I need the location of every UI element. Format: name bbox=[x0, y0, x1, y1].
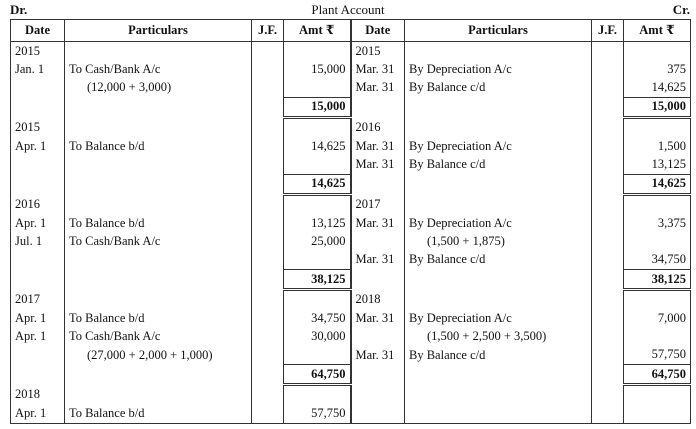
jf-left-cell bbox=[252, 405, 284, 424]
particulars-right-cell: By Balance c/d bbox=[405, 155, 592, 174]
amount-right-cell: 7,000 bbox=[624, 309, 691, 327]
particulars-left-cell: To Balance b/d bbox=[65, 137, 252, 155]
jf-left-cell bbox=[252, 232, 284, 250]
date-left-cell bbox=[11, 174, 65, 194]
jf-left-cell bbox=[252, 385, 284, 405]
col-header-particulars-left: Particulars bbox=[65, 20, 252, 42]
table-row bbox=[11, 137, 691, 155]
amount-left-cell bbox=[284, 42, 351, 61]
jf-right-cell bbox=[592, 194, 624, 214]
particulars-right-cell: (1,500 + 1,875) bbox=[405, 232, 592, 250]
jf-right-cell bbox=[592, 309, 624, 327]
particulars-left-cell bbox=[65, 269, 252, 289]
date-left-cell bbox=[11, 269, 65, 289]
jf-right-cell bbox=[592, 174, 624, 194]
date-left-cell: Apr. 1 bbox=[11, 328, 65, 346]
particulars-right-cell bbox=[405, 117, 592, 137]
amount-right-cell: 57,750 bbox=[624, 346, 691, 365]
particulars-left-cell: (27,000 + 2,000 + 1,000) bbox=[65, 346, 252, 365]
header-row bbox=[11, 20, 691, 42]
particulars-right-cell: (1,500 + 2,500 + 3,500) bbox=[405, 328, 592, 346]
particulars-right-cell bbox=[405, 174, 592, 194]
particulars-left-cell bbox=[65, 42, 252, 61]
jf-left-cell bbox=[252, 78, 284, 97]
table-row bbox=[11, 232, 691, 250]
amount-left-cell bbox=[284, 346, 351, 365]
date-left-cell bbox=[11, 97, 65, 117]
ledger-header bbox=[0, 2, 696, 18]
col-header-date-right: Date bbox=[351, 20, 405, 42]
jf-right-cell bbox=[592, 328, 624, 346]
jf-right-cell bbox=[592, 155, 624, 174]
table-row bbox=[11, 42, 691, 61]
date-right-cell bbox=[351, 385, 405, 405]
date-left-cell: Jan. 1 bbox=[11, 60, 65, 78]
date-right-cell: 2018 bbox=[351, 290, 405, 310]
date-left-cell bbox=[11, 251, 65, 270]
table-row bbox=[11, 309, 691, 327]
jf-left-cell bbox=[252, 60, 284, 78]
jf-right-cell bbox=[592, 290, 624, 310]
amount-left-cell bbox=[284, 290, 351, 310]
amount-left-cell: 15,000 bbox=[284, 97, 351, 117]
particulars-right-cell bbox=[405, 269, 592, 289]
date-left-cell: 2015 bbox=[11, 117, 65, 137]
table-row bbox=[11, 117, 691, 137]
particulars-left-cell: To Balance b/d bbox=[65, 214, 252, 232]
jf-right-cell bbox=[592, 78, 624, 97]
particulars-left-cell bbox=[65, 385, 252, 405]
jf-left-cell bbox=[252, 346, 284, 365]
particulars-right-cell: By Balance c/d bbox=[405, 251, 592, 270]
date-right-cell: Mar. 31 bbox=[351, 214, 405, 232]
particulars-left-cell bbox=[65, 155, 252, 174]
amount-left-cell: 15,000 bbox=[284, 60, 351, 78]
date-right-cell bbox=[351, 365, 405, 385]
amount-left-cell bbox=[284, 385, 351, 405]
plant-account-table bbox=[10, 19, 691, 424]
amount-right-cell: 15,000 bbox=[624, 97, 691, 117]
amount-right-cell bbox=[624, 42, 691, 61]
amount-left-cell: 57,750 bbox=[284, 405, 351, 424]
particulars-right-cell bbox=[405, 290, 592, 310]
particulars-left-cell: To Cash/Bank A/c bbox=[65, 232, 252, 250]
amount-left-cell bbox=[284, 155, 351, 174]
jf-left-cell bbox=[252, 42, 284, 61]
amount-right-cell: 64,750 bbox=[624, 365, 691, 385]
amount-left-cell: 38,125 bbox=[284, 269, 351, 289]
jf-right-cell bbox=[592, 269, 624, 289]
date-right-cell bbox=[351, 269, 405, 289]
date-left-cell bbox=[11, 155, 65, 174]
jf-left-cell bbox=[252, 214, 284, 232]
ledger-body bbox=[11, 42, 691, 424]
particulars-right-cell: By Balance c/d bbox=[405, 78, 592, 97]
table-row bbox=[11, 290, 691, 310]
amount-left-cell: 14,625 bbox=[284, 137, 351, 155]
date-left-cell: Apr. 1 bbox=[11, 405, 65, 424]
jf-left-cell bbox=[252, 194, 284, 214]
amount-right-cell: 3,375 bbox=[624, 214, 691, 232]
amount-right-cell bbox=[624, 385, 691, 405]
jf-left-cell bbox=[252, 137, 284, 155]
amount-right-cell bbox=[624, 328, 691, 346]
amount-right-cell: 14,625 bbox=[624, 174, 691, 194]
particulars-right-cell bbox=[405, 365, 592, 385]
amount-left-cell: 13,125 bbox=[284, 214, 351, 232]
total-row bbox=[11, 97, 691, 117]
table-row bbox=[11, 385, 691, 405]
date-right-cell: 2017 bbox=[351, 194, 405, 214]
particulars-left-cell bbox=[65, 97, 252, 117]
table-row bbox=[11, 251, 691, 270]
amount-right-cell bbox=[624, 194, 691, 214]
jf-right-cell bbox=[592, 405, 624, 424]
particulars-right-cell: By Balance c/d bbox=[405, 346, 592, 365]
date-right-cell: 2015 bbox=[351, 42, 405, 61]
particulars-left-cell: (12,000 + 3,000) bbox=[65, 78, 252, 97]
amount-left-cell bbox=[284, 117, 351, 137]
jf-right-cell bbox=[592, 42, 624, 61]
date-left-cell: Apr. 1 bbox=[11, 137, 65, 155]
total-row bbox=[11, 269, 691, 289]
particulars-right-cell bbox=[405, 194, 592, 214]
particulars-left-cell bbox=[65, 194, 252, 214]
amount-left-cell: 30,000 bbox=[284, 328, 351, 346]
table-row bbox=[11, 60, 691, 78]
table-row bbox=[11, 346, 691, 365]
col-header-jf-left: J.F. bbox=[252, 20, 284, 42]
date-left-cell: Apr. 1 bbox=[11, 214, 65, 232]
date-right-cell: Mar. 31 bbox=[351, 309, 405, 327]
col-header-amt-left: Amt ₹ bbox=[284, 20, 351, 42]
date-right-cell: Mar. 31 bbox=[351, 346, 405, 365]
amount-left-cell bbox=[284, 251, 351, 270]
date-right-cell bbox=[351, 232, 405, 250]
col-header-particulars-right: Particulars bbox=[405, 20, 592, 42]
jf-right-cell bbox=[592, 60, 624, 78]
particulars-left-cell bbox=[65, 117, 252, 137]
particulars-left-cell bbox=[65, 290, 252, 310]
jf-left-cell bbox=[252, 290, 284, 310]
amount-right-cell: 13,125 bbox=[624, 155, 691, 174]
page-title: Plant Account bbox=[311, 2, 385, 17]
particulars-right-cell bbox=[405, 97, 592, 117]
date-right-cell: Mar. 31 bbox=[351, 251, 405, 270]
date-right-cell bbox=[351, 405, 405, 424]
date-left-cell bbox=[11, 365, 65, 385]
jf-left-cell bbox=[252, 117, 284, 137]
date-left-cell: 2015 bbox=[11, 42, 65, 61]
amount-left-cell bbox=[284, 194, 351, 214]
amount-left-cell: 25,000 bbox=[284, 232, 351, 250]
jf-right-cell bbox=[592, 117, 624, 137]
table-row bbox=[11, 78, 691, 97]
date-right-cell bbox=[351, 328, 405, 346]
amount-right-cell: 1,500 bbox=[624, 137, 691, 155]
date-left-cell bbox=[11, 346, 65, 365]
col-header-jf-right: J.F. bbox=[592, 20, 624, 42]
jf-right-cell bbox=[592, 214, 624, 232]
jf-right-cell bbox=[592, 137, 624, 155]
jf-left-cell bbox=[252, 155, 284, 174]
amount-left-cell: 64,750 bbox=[284, 365, 351, 385]
particulars-right-cell bbox=[405, 42, 592, 61]
col-header-amt-right: Amt ₹ bbox=[624, 20, 691, 42]
table-row bbox=[11, 328, 691, 346]
particulars-left-cell: To Balance b/d bbox=[65, 405, 252, 424]
date-right-cell bbox=[351, 97, 405, 117]
jf-left-cell bbox=[252, 174, 284, 194]
jf-right-cell bbox=[592, 385, 624, 405]
amount-left-cell: 14,625 bbox=[284, 174, 351, 194]
jf-right-cell bbox=[592, 97, 624, 117]
credit-label: Cr. bbox=[672, 2, 690, 17]
amount-left-cell: 34,750 bbox=[284, 309, 351, 327]
amount-right-cell bbox=[624, 290, 691, 310]
jf-right-cell bbox=[592, 365, 624, 385]
particulars-left-cell: To Cash/Bank A/c bbox=[65, 60, 252, 78]
jf-left-cell bbox=[252, 97, 284, 117]
date-left-cell: 2017 bbox=[11, 290, 65, 310]
particulars-right-cell: By Depreciation A/c bbox=[405, 60, 592, 78]
jf-left-cell bbox=[252, 309, 284, 327]
jf-right-cell bbox=[592, 232, 624, 250]
amount-left-cell bbox=[284, 78, 351, 97]
particulars-left-cell: To Balance b/d bbox=[65, 309, 252, 327]
amount-right-cell bbox=[624, 405, 691, 424]
date-left-cell: Jul. 1 bbox=[11, 232, 65, 250]
date-right-cell: Mar. 31 bbox=[351, 60, 405, 78]
table-row bbox=[11, 194, 691, 214]
date-right-cell: Mar. 31 bbox=[351, 78, 405, 97]
table-row bbox=[11, 405, 691, 424]
date-left-cell: 2018 bbox=[11, 385, 65, 405]
particulars-left-cell: To Cash/Bank A/c bbox=[65, 328, 252, 346]
particulars-left-cell bbox=[65, 365, 252, 385]
date-right-cell: 2016 bbox=[351, 117, 405, 137]
date-left-cell: Apr. 1 bbox=[11, 309, 65, 327]
table-row bbox=[11, 214, 691, 232]
date-right-cell: Mar. 31 bbox=[351, 155, 405, 174]
jf-left-cell bbox=[252, 365, 284, 385]
particulars-right-cell: By Depreciation A/c bbox=[405, 214, 592, 232]
col-header-date-left: Date bbox=[11, 20, 65, 42]
date-right-cell bbox=[351, 174, 405, 194]
amount-right-cell bbox=[624, 117, 691, 137]
particulars-right-cell: By Depreciation A/c bbox=[405, 309, 592, 327]
debit-label: Dr. bbox=[10, 2, 28, 17]
particulars-left-cell bbox=[65, 251, 252, 270]
particulars-left-cell bbox=[65, 174, 252, 194]
total-row bbox=[11, 174, 691, 194]
amount-right-cell: 38,125 bbox=[624, 269, 691, 289]
jf-right-cell bbox=[592, 346, 624, 365]
amount-right-cell: 375 bbox=[624, 60, 691, 78]
date-left-cell bbox=[11, 78, 65, 97]
jf-right-cell bbox=[592, 251, 624, 270]
date-left-cell: 2016 bbox=[11, 194, 65, 214]
jf-left-cell bbox=[252, 328, 284, 346]
jf-left-cell bbox=[252, 251, 284, 270]
particulars-right-cell bbox=[405, 385, 592, 405]
date-right-cell: Mar. 31 bbox=[351, 137, 405, 155]
jf-left-cell bbox=[252, 269, 284, 289]
particulars-right-cell: By Depreciation A/c bbox=[405, 137, 592, 155]
amount-right-cell: 14,625 bbox=[624, 78, 691, 97]
total-row bbox=[11, 365, 691, 385]
amount-right-cell: 34,750 bbox=[624, 251, 691, 270]
table-row bbox=[11, 155, 691, 174]
particulars-right-cell bbox=[405, 405, 592, 424]
amount-right-cell bbox=[624, 232, 691, 250]
